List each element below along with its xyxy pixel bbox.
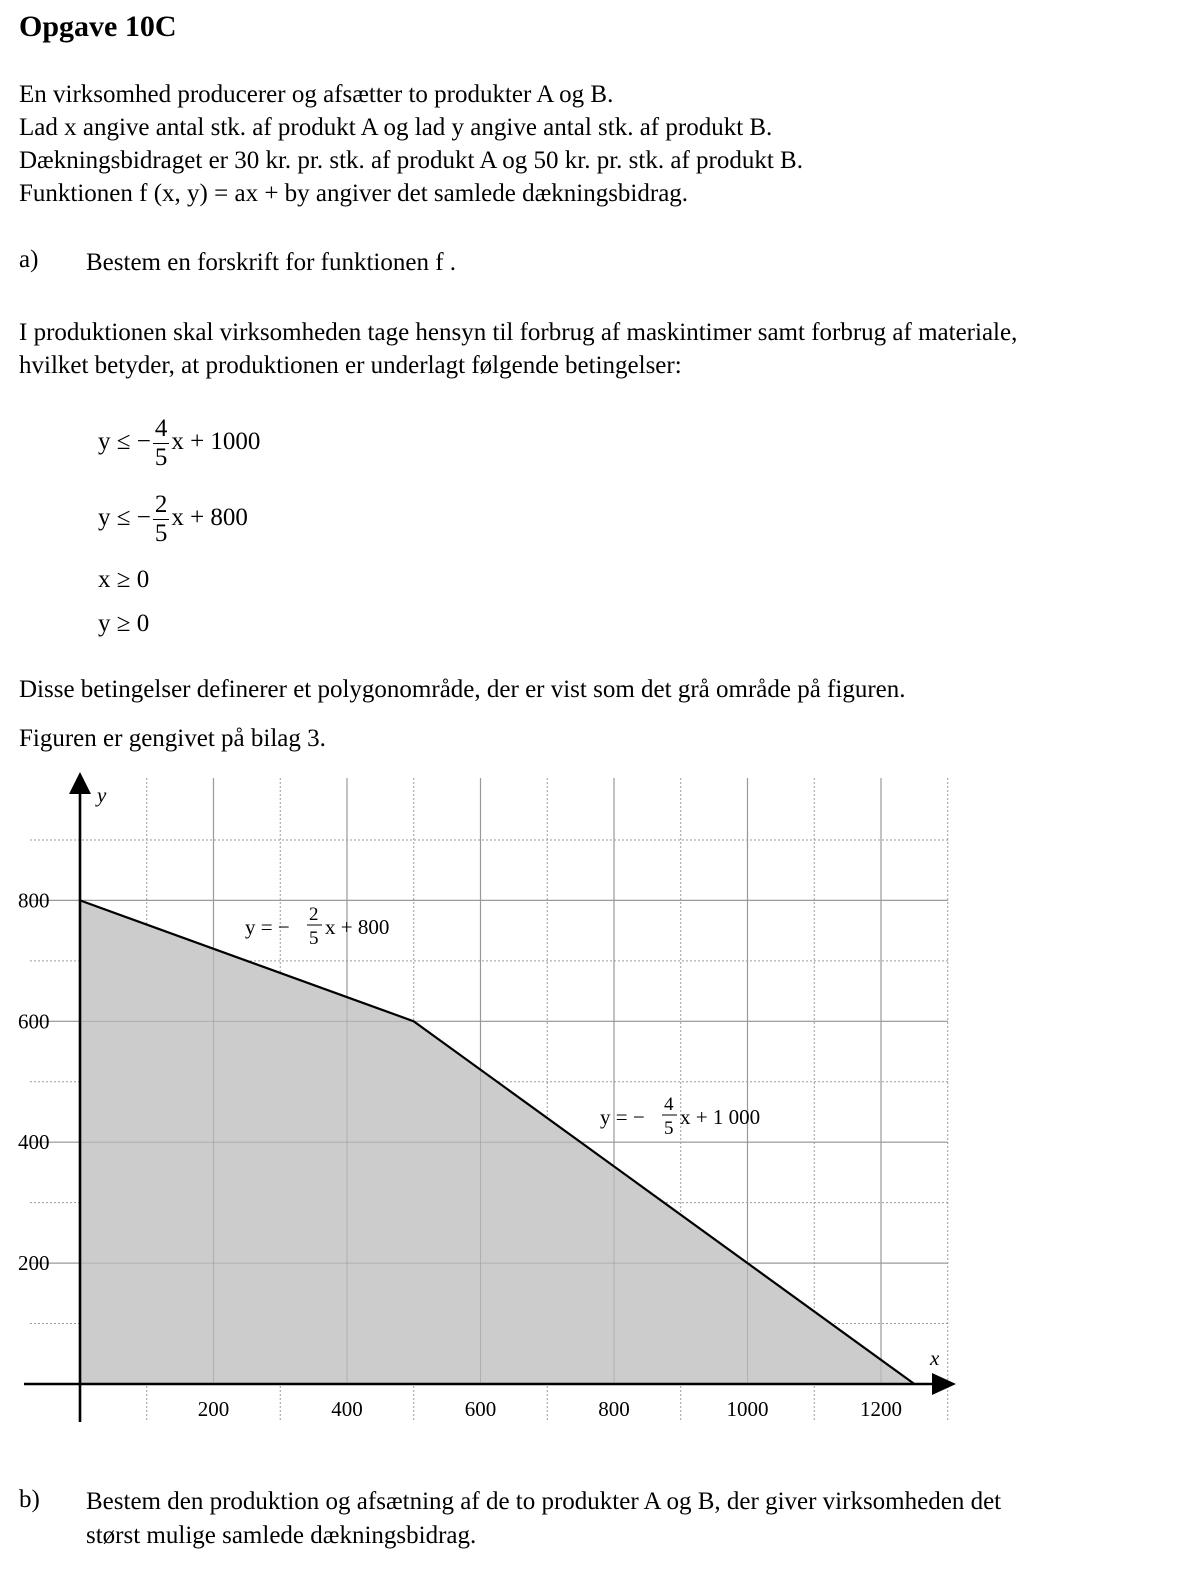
- condition-1: [98, 415, 260, 472]
- condition-1-numerator: 4: [154, 415, 168, 442]
- intro-line-2: Lad x angive antal stk. af produkt A og lad y angive antal stk. af produkt B.: [19, 114, 773, 141]
- x-tick-label-200: 200: [197, 1397, 230, 1421]
- after-line-1: Disse betingelser definerer et polygonområde, der er vist som det grå område på figuren.: [19, 676, 906, 703]
- y-axis-arrowhead: [69, 772, 91, 794]
- x-axis-label: x: [930, 1346, 940, 1370]
- condition-1-denominator: 5: [154, 444, 168, 471]
- y-tick-label-800: 800: [18, 888, 50, 913]
- line2-rhs: x + 1 000: [680, 1105, 761, 1129]
- condition-1-fraction: [153, 415, 170, 472]
- x-tick-label-600: 600: [464, 1397, 497, 1421]
- question-b-line-1: Bestem den produktion og afsætning af de to produkter A og B, der giver virksomheden det: [86, 1488, 1002, 1515]
- x-tick-label-1000: 1000: [726, 1397, 769, 1421]
- condition-2-rhs: x + 800: [171, 504, 248, 532]
- x-tick-label-400: 400: [331, 1397, 363, 1421]
- context-line-1: I produktionen skal virksomheden tage hensyn til forbrug af maskintimer samt forbrug af materiale,: [19, 319, 1018, 346]
- question-b-line-2: størst mulige samlede dækningsbidrag.: [86, 1522, 477, 1549]
- question-a-text: Bestem en forskrift for funktionen f .: [86, 249, 457, 276]
- x-tick-labels: [198, 1397, 902, 1421]
- condition-2: [98, 491, 248, 548]
- x-tick-label-1200: 1200: [860, 1397, 902, 1421]
- feasible-region-chart: [0, 760, 1179, 1440]
- condition-1-rhs: x + 1000: [171, 428, 261, 456]
- line1-lhs: y = −: [245, 915, 290, 939]
- condition-2-denominator: 5: [154, 520, 168, 547]
- x-tick-label-800: 800: [598, 1397, 630, 1421]
- condition-3: x ≥ 0: [98, 566, 150, 593]
- page-title: Opgave 10C: [19, 10, 177, 43]
- line1-equation-label: [245, 904, 389, 949]
- intro-line-4: Funktionen f (x, y) = ax + by angiver det samlede dækningsbidrag.: [19, 180, 689, 207]
- y-axis-label: y: [97, 783, 107, 807]
- y-tick-label-600: 600: [18, 1009, 50, 1034]
- x-axis-arrowhead: [932, 1373, 956, 1395]
- line1-numerator: 2: [309, 904, 319, 925]
- question-a-label: a): [19, 246, 39, 273]
- line1-rhs: x + 800: [325, 915, 390, 939]
- intro-line-1: En virksomhed producerer og afsætter to produkter A og B.: [19, 81, 614, 108]
- question-b-label: b): [19, 1486, 40, 1513]
- condition-2-fraction: [153, 491, 170, 548]
- after-line-2: Figuren er gengivet på bilag 3.: [19, 725, 326, 752]
- y-tick-label-400: 400: [18, 1130, 50, 1155]
- line2-equation-label: [600, 1094, 760, 1139]
- line2-numerator: 4: [664, 1094, 674, 1115]
- condition-1-lhs: y ≤ −: [98, 428, 151, 456]
- condition-2-lhs: y ≤ −: [98, 504, 151, 532]
- condition-2-numerator: 2: [154, 491, 168, 518]
- context-line-2: hvilket betyder, at produktionen er underlagt følgende betingelser:: [19, 352, 682, 379]
- y-tick-label-200: 200: [18, 1251, 50, 1276]
- condition-4: y ≥ 0: [98, 610, 150, 637]
- line1-denominator: 5: [309, 928, 319, 949]
- intro-line-3: Dækningsbidraget er 30 kr. pr. stk. af produkt A og 50 kr. pr. stk. af produkt B.: [19, 147, 803, 174]
- line2-denominator: 5: [664, 1118, 674, 1139]
- y-tick-labels: [18, 888, 50, 1275]
- line2-lhs: y = −: [600, 1105, 645, 1129]
